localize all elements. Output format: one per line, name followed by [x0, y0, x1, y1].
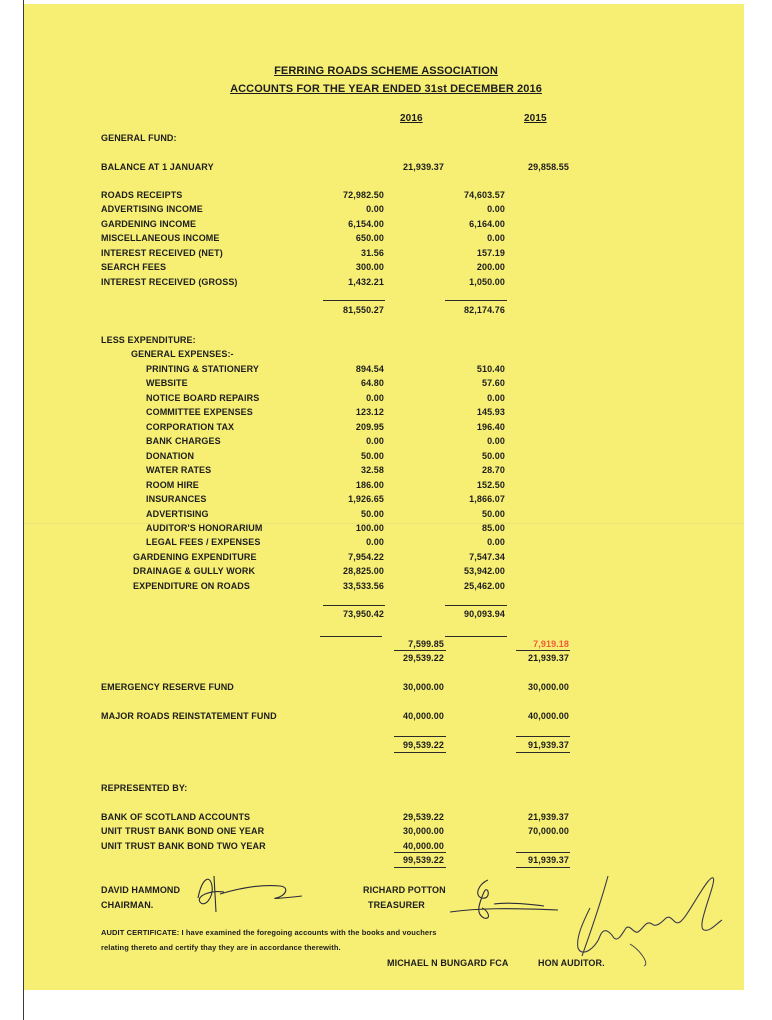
expense-label: AUDITOR'S HONORARIUM — [146, 523, 263, 533]
surplus-underline-2016 — [394, 650, 446, 651]
expenditure-total-2015: 90,093.94 — [464, 609, 505, 619]
surplus-2015: 7,919.18 — [533, 639, 569, 649]
treasurer-name: RICHARD POTTON — [363, 885, 446, 895]
income-2016: 72,982.50 — [343, 190, 384, 200]
income-2015: 0.00 — [487, 233, 505, 243]
expense-2016: 28,825.00 — [343, 566, 384, 576]
expense-2015: 0.00 — [487, 537, 505, 547]
asset-label: UNIT TRUST BANK BOND TWO YEAR — [101, 841, 266, 851]
auditor-title: HON AUDITOR. — [538, 958, 605, 968]
expense-label: CORPORATION TAX — [146, 422, 235, 432]
income-2016: 300.00 — [355, 262, 384, 272]
income-total-rule-2015 — [445, 300, 507, 301]
expense-2015: 57.60 — [481, 378, 505, 388]
represented-by-heading: REPRESENTED BY: — [101, 783, 188, 793]
surplus-rule-2015-left — [445, 636, 507, 637]
expense-2016: 0.00 — [366, 537, 384, 547]
emergency-fund-2015: 30,000.00 — [528, 682, 569, 692]
expense-2015: 7,547.34 — [469, 552, 505, 562]
funds-total-underline-2015 — [516, 752, 570, 753]
chairman-signature — [190, 868, 310, 918]
general-fund-heading: GENERAL FUND: — [101, 133, 177, 143]
expense-label: DRAINAGE & GULLY WORK — [133, 566, 256, 576]
auditor-name: MICHAEL N BUNGARD FCA — [387, 958, 509, 968]
income-2016: 6,154.00 — [348, 219, 384, 229]
assets-total-2015: 91,939.37 — [528, 855, 569, 865]
assets-total-underline-2016 — [394, 867, 446, 868]
income-label: MISCELLANEOUS INCOME — [101, 233, 220, 243]
income-2016: 0.00 — [366, 204, 384, 214]
audit-certificate-line2: relating thereto and certify thay they are in accordance therewith. — [101, 943, 341, 952]
expense-label: ADVERTISING — [146, 509, 209, 519]
funds-total-rule-2016 — [394, 736, 446, 737]
income-2015: 74,603.57 — [464, 190, 505, 200]
expenditure-total-2016: 73,950.42 — [343, 609, 384, 619]
funds-total-rule-2015 — [516, 736, 570, 737]
expense-2015: 25,462.00 — [464, 581, 505, 591]
income-label: ROADS RECEIPTS — [101, 190, 183, 200]
expense-label: NOTICE BOARD REPAIRS — [146, 393, 260, 403]
income-total-2016: 81,550.27 — [343, 305, 384, 315]
expense-label: INSURANCES — [146, 494, 207, 504]
expense-2015: 1,866.07 — [469, 494, 505, 504]
income-label: INTEREST RECEIVED (NET) — [101, 248, 223, 258]
income-2015: 200.00 — [476, 262, 505, 272]
chairman-name: DAVID HAMMOND — [101, 885, 181, 895]
expense-label: LEGAL FEES / EXPENSES — [146, 537, 261, 547]
treasurer-title: TREASURER — [368, 900, 425, 910]
asset-label: UNIT TRUST BANK BOND ONE YEAR — [101, 826, 265, 836]
emergency-fund-label: EMERGENCY RESERVE FUND — [101, 682, 234, 692]
expense-2016: 209.95 — [355, 422, 384, 432]
expense-2016: 33,533.56 — [343, 581, 384, 591]
income-total-2015: 82,174.76 — [464, 305, 505, 315]
asset-2016: 40,000.00 — [403, 841, 444, 851]
income-label: GARDENING INCOME — [101, 219, 197, 229]
expense-label: COMMITTEE EXPENSES — [146, 407, 253, 417]
chairman-title: CHAIRMAN. — [101, 900, 154, 910]
balance-2016: 21,939.37 — [403, 162, 444, 172]
expense-2015: 196.40 — [476, 422, 505, 432]
asset-2015: 21,939.37 — [528, 812, 569, 822]
expense-2016: 894.54 — [355, 364, 384, 374]
expense-2015: 50.00 — [481, 451, 505, 461]
income-2015: 157.19 — [476, 248, 505, 258]
expense-2016: 64.80 — [360, 378, 384, 388]
expense-2015: 28.70 — [481, 465, 505, 475]
income-2016: 1,432.21 — [348, 277, 384, 287]
asset-2015: 70,000.00 — [528, 826, 569, 836]
auditor-signature — [556, 868, 746, 973]
surplus-2016: 7,599.85 — [408, 639, 444, 649]
income-2016: 31.56 — [360, 248, 384, 258]
emergency-fund-2016: 30,000.00 — [403, 682, 444, 692]
audit-certificate-line1: AUDIT CERTIFICATE: I have examined the foregoing accounts with the books and vouchers — [101, 928, 437, 937]
expense-2016: 0.00 — [366, 436, 384, 446]
surplus-underline-2015 — [516, 650, 570, 651]
expense-2016: 32.58 — [360, 465, 384, 475]
expense-label: EXPENDITURE ON ROADS — [133, 581, 251, 591]
expense-label: WATER RATES — [146, 465, 212, 475]
expense-2015: 152.50 — [476, 480, 505, 490]
expense-label: ROOM HIRE — [146, 480, 199, 490]
major-roads-fund-2015: 40,000.00 — [528, 711, 569, 721]
asset-label: BANK OF SCOTLAND ACCOUNTS — [101, 812, 251, 822]
expense-2015: 0.00 — [487, 393, 505, 403]
expense-2016: 50.00 — [360, 509, 384, 519]
general-balance-2016: 29,539.22 — [403, 653, 444, 663]
general-expenses-heading: GENERAL EXPENSES:- — [131, 349, 234, 359]
less-expenditure-heading: LESS EXPENDITURE: — [101, 335, 196, 345]
expense-2016: 50.00 — [360, 451, 384, 461]
expense-2016: 7,954.22 — [348, 552, 384, 562]
expense-2016: 123.12 — [355, 407, 384, 417]
expense-2015: 145.93 — [476, 407, 505, 417]
major-roads-fund-label: MAJOR ROADS REINSTATEMENT FUND — [101, 711, 277, 721]
assets-total-rule-2015 — [516, 852, 570, 853]
expense-label: DONATION — [146, 451, 195, 461]
expense-label: PRINTING & STATIONERY — [146, 364, 259, 374]
expense-2016: 186.00 — [355, 480, 384, 490]
expense-2015: 510.40 — [476, 364, 505, 374]
expenditure-total-rule-2016 — [323, 605, 385, 606]
paper-fold-line — [24, 523, 744, 524]
expense-2015: 53,942.00 — [464, 566, 505, 576]
asset-2016: 30,000.00 — [403, 826, 444, 836]
expense-2015: 0.00 — [487, 436, 505, 446]
major-roads-fund-2016: 40,000.00 — [403, 711, 444, 721]
balance-label: BALANCE AT 1 JANUARY — [101, 162, 214, 172]
income-label: INTEREST RECEIVED (GROSS) — [101, 277, 238, 287]
general-balance-2015: 21,939.37 — [528, 653, 569, 663]
expense-2016: 0.00 — [366, 393, 384, 403]
funds-total-2016: 99,539.22 — [403, 740, 444, 750]
surplus-rule-2016-left — [320, 636, 382, 637]
income-2015: 1,050.00 — [469, 277, 505, 287]
column-header-2015: 2015 — [524, 113, 547, 124]
income-2016: 650.00 — [355, 233, 384, 243]
balance-2015: 29,858.55 — [528, 162, 569, 172]
income-total-rule-2016 — [323, 300, 385, 301]
funds-total-underline-2016 — [394, 752, 446, 753]
association-title: FERRING ROADS SCHEME ASSOCIATION — [274, 65, 498, 77]
expenditure-total-rule-2015 — [445, 605, 507, 606]
expense-2015: 50.00 — [481, 509, 505, 519]
expense-label: WEBSITE — [146, 378, 188, 388]
accounts-title: ACCOUNTS FOR THE YEAR ENDED 31st DECEMBER 2016 — [230, 83, 542, 95]
column-header-2016: 2016 — [400, 113, 423, 124]
assets-total-2016: 99,539.22 — [403, 855, 444, 865]
expense-2016: 1,926.65 — [348, 494, 384, 504]
expense-label: BANK CHARGES — [146, 436, 221, 446]
income-2015: 6,164.00 — [469, 219, 505, 229]
income-label: ADVERTISING INCOME — [101, 204, 203, 214]
income-label: SEARCH FEES — [101, 262, 167, 272]
assets-total-rule-2016 — [394, 852, 446, 853]
expense-label: GARDENING EXPENDITURE — [133, 552, 257, 562]
funds-total-2015: 91,939.37 — [528, 740, 569, 750]
asset-2016: 29,539.22 — [403, 812, 444, 822]
treasurer-signature — [448, 874, 568, 924]
income-2015: 0.00 — [487, 204, 505, 214]
expense-2016: 100.00 — [355, 523, 384, 533]
expense-2015: 85.00 — [481, 523, 505, 533]
